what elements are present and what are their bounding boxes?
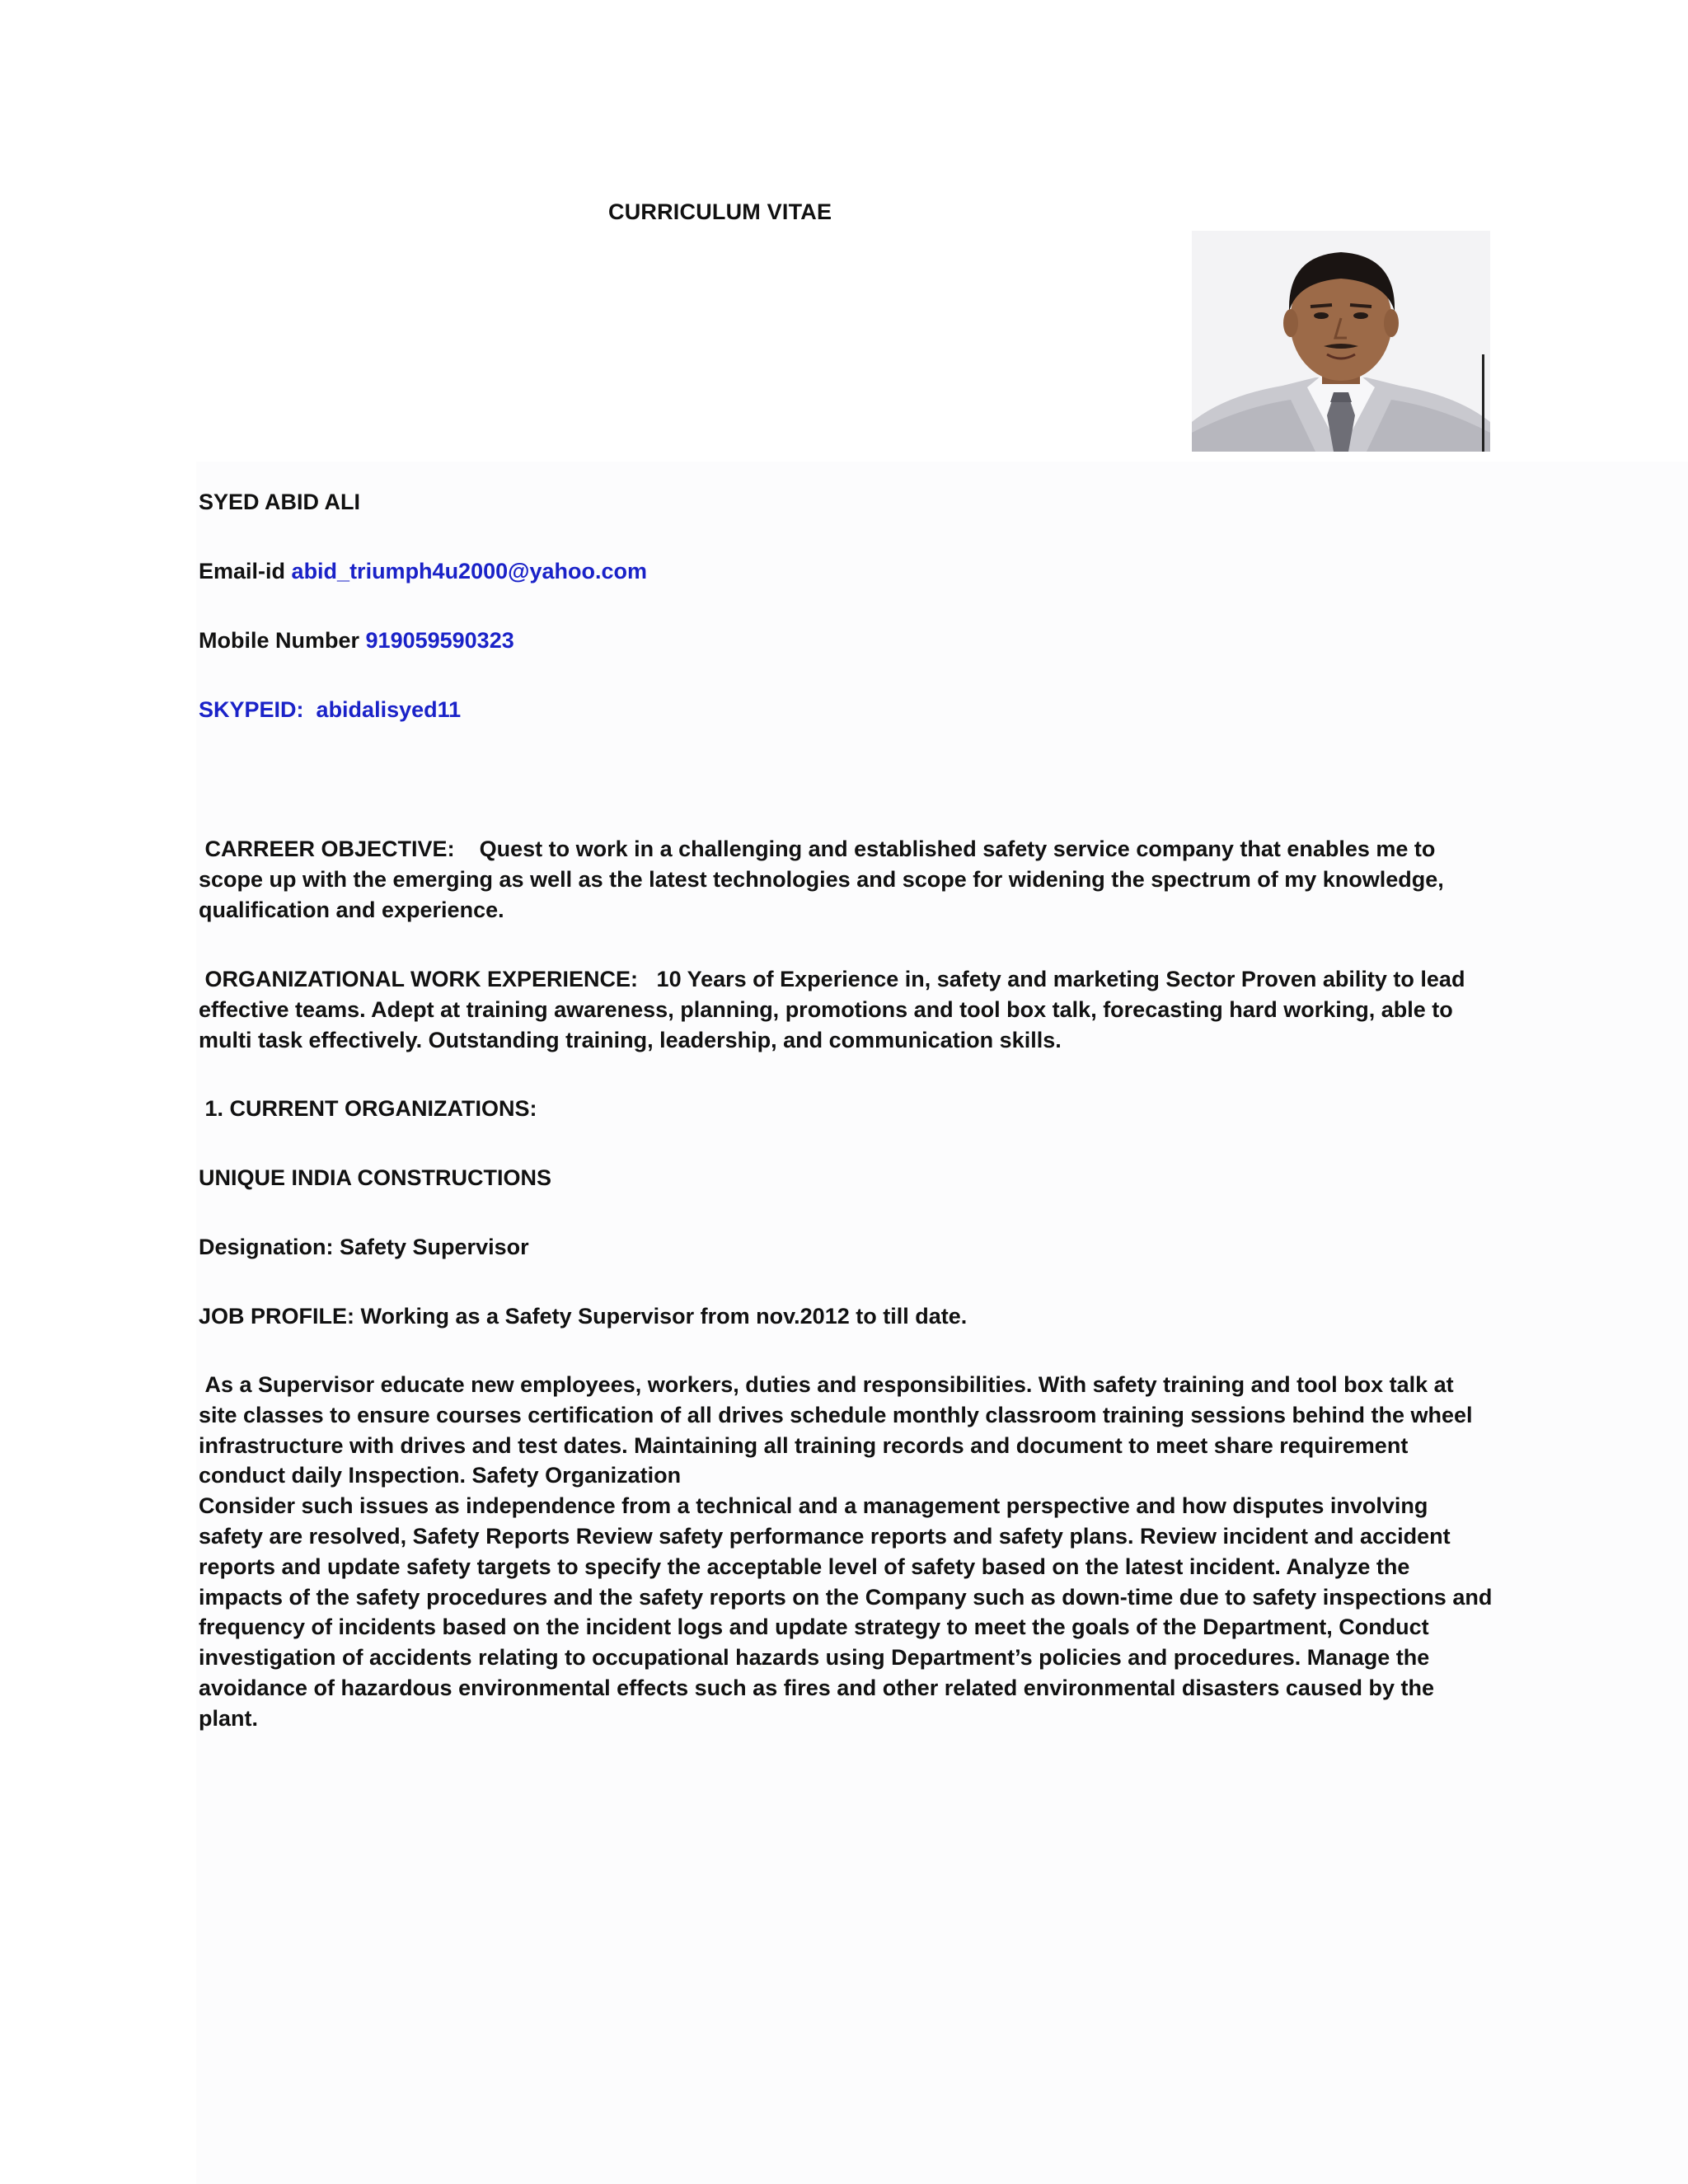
email-link[interactable]: abid_triumph4u2000@yahoo.com <box>291 559 647 583</box>
experience-text: 10 Years of Experience in, safety and marketing Sector Proven ability to lead effective teams. Adept at training awareness, planning, promotions and tool box talk, forecasting hard working, able to multi task effectively. Outstanding training, leadership, and communication skills. <box>199 967 1465 1052</box>
skype-line <box>199 697 461 723</box>
job-duties <box>199 1370 1493 1734</box>
profile-photo <box>1192 231 1490 452</box>
current-org-heading-text: 1. CURRENT ORGANIZATIONS: <box>204 1096 537 1121</box>
mobile-line <box>199 628 514 654</box>
current-org-heading <box>199 1096 537 1122</box>
career-objective <box>199 834 1493 925</box>
email-label: Email-id <box>199 559 286 583</box>
skype-label: SKYPEID: <box>199 697 304 722</box>
job-profile: JOB PROFILE: Working as a Safety Supervisor from nov.2012 to till date. <box>199 1304 968 1329</box>
mobile-number[interactable]: 919059590323 <box>365 628 514 653</box>
email-line <box>199 559 647 584</box>
work-experience <box>199 964 1493 1055</box>
experience-label: ORGANIZATIONAL WORK EXPERIENCE: <box>204 967 639 991</box>
mobile-label: Mobile Number <box>199 628 360 653</box>
company-name: UNIQUE INDIA CONSTRUCTIONS <box>199 1165 552 1190</box>
candidate-name: SYED ABID ALI <box>199 490 361 514</box>
objective-label: CARREER OBJECTIVE: <box>204 837 455 861</box>
duties-paragraph-2: Consider such issues as independence from a technical and a management perspective and how disputes involving safety are resolved, Safety Reports Review safety performance reports and safety plans. Review incident and accident reports and update safety targets to specify the acceptable level of safety based on the latest incident. Analyze the impacts of the safety procedures and the safety reports on the Company such as down-time due to safety inspections and frequency of incidents based on the incident logs and update strategy to meet the goals of the Department, Conduct investigation of accidents relating to occupational hazards using Department’s policies and procedures. Manage the avoidance of hazardous environmental effects such as fires and other related environmental disasters caused by the plant. <box>199 1493 1493 1731</box>
duties-paragraph-1: As a Supervisor educate new employees, workers, duties and responsibilities. With safety training and tool box talk at site classes to ensure courses certification of all drives schedule monthly classroom training sessions behind the wheel infrastructure with drives and test dates. Maintaining all training records and document to meet share requirement conduct daily Inspection. Safety Organization <box>199 1372 1473 1488</box>
document-title: CURRICULUM VITAE <box>608 199 832 224</box>
objective-text: Quest to work in a challenging and established safety service company that enables me to scope up with the emerging as well as the latest technologies and scope for widening the spectrum of my knowledge, qualification and experience. <box>199 837 1444 922</box>
skype-id[interactable]: abidalisyed11 <box>316 697 462 722</box>
designation: Designation: Safety Supervisor <box>199 1235 529 1259</box>
